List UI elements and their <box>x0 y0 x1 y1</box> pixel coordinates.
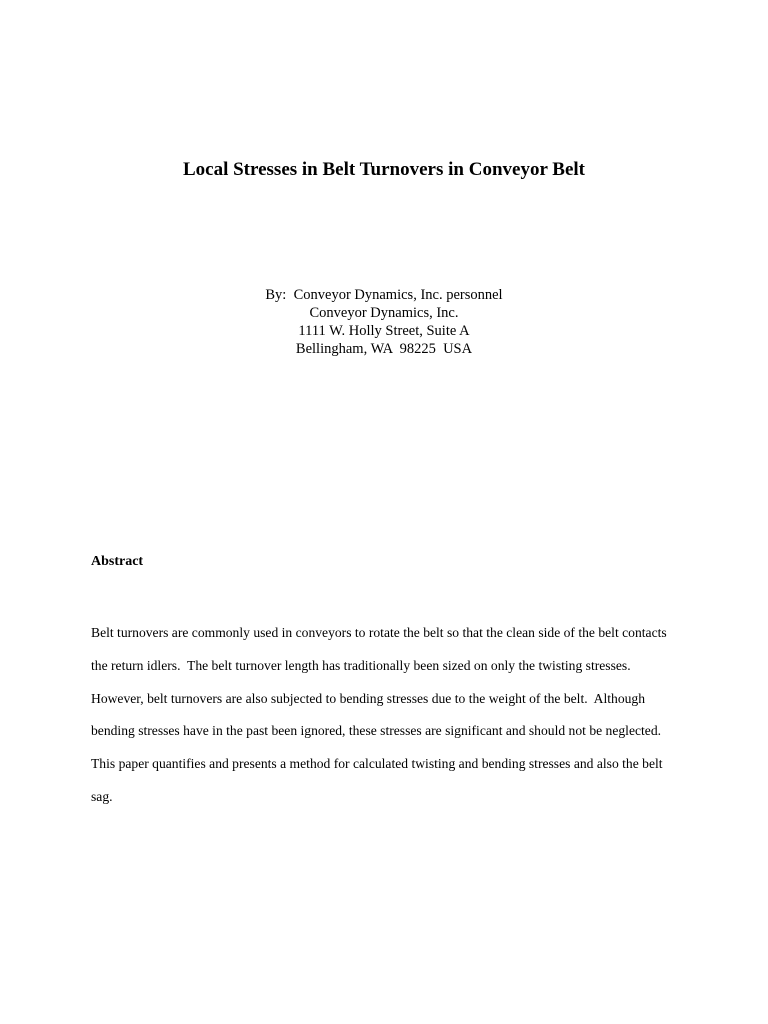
abstract-line: sag. <box>91 788 113 804</box>
abstract-paragraph <box>91 617 683 814</box>
street-address-line: 1111 W. Holly Street, Suite A <box>298 323 470 339</box>
paper-title: Local Stresses in Belt Turnovers in Conveyor Belt <box>182 159 585 180</box>
abstract-line: bending stresses have in the past been ignored, these stresses are significant and should not be neglected. <box>91 723 662 739</box>
author-block <box>0 286 768 358</box>
abstract-line: This paper quantifies and presents a method for calculated twisting and bending stresses and also the belt <box>91 756 663 772</box>
author-line: By: Conveyor Dynamics, Inc. personnel <box>265 287 503 303</box>
abstract-line: Belt turnovers are commonly used in conveyors to rotate the belt so that the clean side of the belt contacts <box>91 625 667 640</box>
city-state-line: Bellingham, WA 98225 USA <box>295 341 473 357</box>
abstract-line: However, belt turnovers are also subjected to bending stresses due to the weight of the belt. Although <box>91 690 646 706</box>
abstract-line: the return idlers. The belt turnover length has traditionally been sized on only the twisting stresses. <box>91 657 631 673</box>
organization-line: Conveyor Dynamics, Inc. <box>309 305 459 321</box>
abstract-heading: Abstract <box>91 554 144 569</box>
